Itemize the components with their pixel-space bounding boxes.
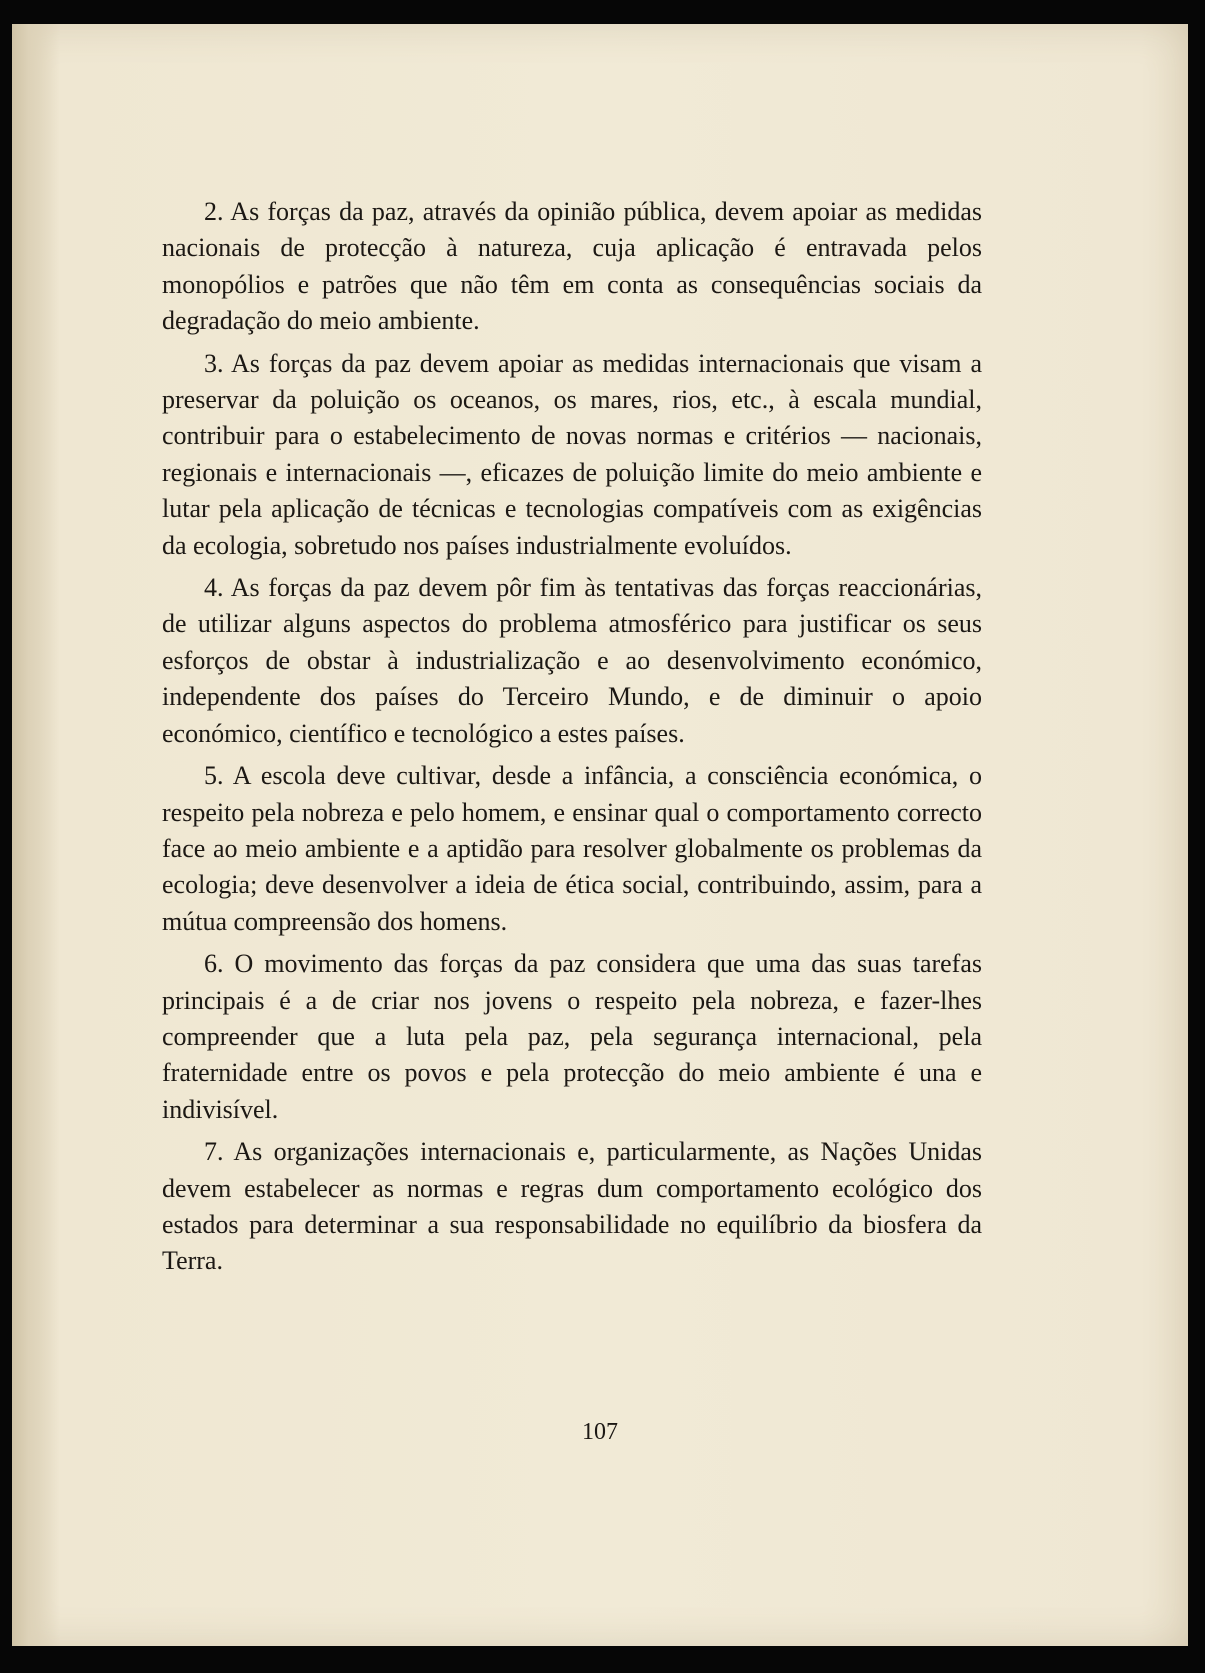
page-number: 107: [582, 1419, 618, 1445]
paragraph-item-6: 6. O movimento das forças da paz considera que uma das suas tarefas principais é a de criar nos jovens o respeito pela nobreza, e fazer-lhes compreender que a luta pela paz, pela segurança internacional, pela fraternidade entre os povos e pela protecção do meio ambiente é una e indivisível.: [162, 949, 982, 1124]
spine-shadow: [12, 24, 60, 1646]
book-page: [12, 24, 1188, 1646]
paragraph-item-2: 2. As forças da paz, através da opinião pública, devem apoiar as medidas nacionais de protecção à natureza, cuja aplicação é entravada pelos monopólios e patrões que não têm em conta as consequências sociais da degradação do meio ambiente.: [162, 197, 982, 336]
paragraph-item-3: 3. As forças da paz devem apoiar as medidas internacionais que visam a preservar da poluição os oceanos, os mares, rios, etc., à escala mundial, contribuir para o estabelecimento de novas normas e critérios — nacionais, regionais e internacionais —, eficazes de poluição limite do meio ambiente e lutar pela aplicação de técnicas e tecnologias compatíveis com as exigências da ecologia, sobretudo nos países industrialmente evoluídos.: [162, 348, 982, 560]
paragraph-item-7: 7. As organizações internacionais e, particularmente, as Nações Unidas devem estabelecer as normas e regras dum comportamento ecológico dos estados para determinar a sua responsabilidade no equilíbrio da biosfera da Terra.: [162, 1137, 982, 1276]
paragraph-item-5: 5. A escola deve cultivar, desde a infância, a consciência económica, o respeito pela nobreza e pelo homem, e ensinar qual o comportamento correcto face ao meio ambiente e a aptidão para resolver globalmente os problemas da ecologia; deve desenvolver a ideia de ética social, contribuindo, assim, para a mútua compreensão dos homens.: [162, 761, 982, 936]
paragraph-item-4: 4. As forças da paz devem pôr fim às tentativas das forças reaccionárias, de utilizar alguns aspectos do problema atmosférico para justificar os seus esforços de obstar à industrialização e ao desenvolvimento económico, independente dos países do Terceiro Mundo, e de diminuir o apoio económico, científico e tecnológico a estes países.: [162, 573, 982, 748]
body-text: [162, 194, 982, 1286]
